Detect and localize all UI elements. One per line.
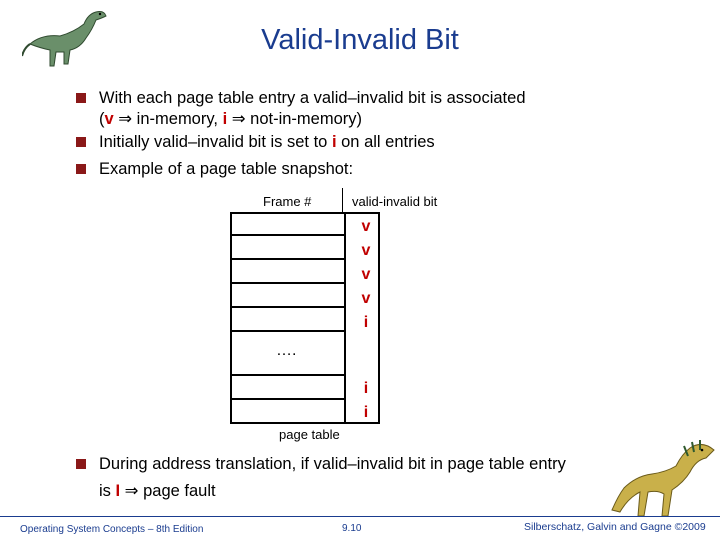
v-symbol: v — [104, 110, 114, 128]
bullet-square-icon — [76, 459, 86, 469]
bullet-initially-set — [76, 132, 435, 153]
bullet-text: Initially valid–invalid bit is set to — [99, 133, 332, 151]
bullet-text-end: on all entries — [336, 133, 435, 151]
page-fault-text: ⇒ page fault — [120, 482, 216, 500]
bullet-text: Example of a page table snapshot: — [99, 160, 354, 178]
I-symbol: I — [115, 482, 121, 500]
row-divider — [232, 374, 344, 376]
footer-slide-number: 9.10 — [342, 523, 362, 534]
row-divider — [232, 330, 344, 332]
valid-bit-cell: v — [361, 242, 371, 259]
i-symbol: i — [222, 110, 228, 128]
footer-divider — [0, 516, 720, 517]
page-table-caption: page table — [279, 427, 340, 442]
invalid-bit-cell: i — [363, 380, 369, 397]
row-divider — [232, 258, 344, 260]
is-text: is — [99, 482, 116, 500]
bullet-example-snapshot — [76, 159, 353, 180]
bullet-square-icon — [76, 164, 86, 174]
invalid-bit-cell: i — [363, 404, 369, 421]
bullet-text: With each page table entry a valid–invalid bit is associated — [99, 89, 526, 107]
invalid-bit-cell: i — [363, 314, 369, 331]
table-ellipsis: …. — [276, 342, 297, 359]
row-divider — [232, 234, 344, 236]
column-divider — [342, 188, 343, 212]
page-table — [230, 212, 380, 424]
in-memory-text: ⇒ in-memory, — [113, 110, 223, 128]
bullet-address-translation — [76, 454, 676, 502]
valid-bit-cell: v — [361, 266, 371, 283]
valid-bit-cell: v — [361, 290, 371, 307]
bullet-text: During address translation, if valid–invalid bit in page table entry — [99, 455, 566, 473]
i-symbol: i — [331, 133, 337, 151]
valid-bit-cell: v — [361, 218, 371, 235]
bullet-valid-invalid-association — [76, 88, 696, 130]
row-divider — [232, 398, 344, 400]
valid-bit-column-header: valid-invalid bit — [352, 194, 438, 209]
footer-copyright: Silberschatz, Galvin and Gagne ©2009 — [524, 521, 706, 533]
page-title: Valid-Invalid Bit — [261, 24, 459, 56]
frame-column-header: Frame # — [263, 194, 312, 209]
row-divider — [232, 282, 344, 284]
dinosaur-logo-icon — [610, 432, 716, 518]
row-divider — [232, 306, 344, 308]
paren-text: ( — [99, 110, 105, 128]
column-divider — [344, 214, 346, 422]
bullet-square-icon — [76, 137, 86, 147]
bullet-square-icon — [76, 93, 86, 103]
footer-book-title: Operating System Concepts – 8th Edition — [20, 524, 204, 535]
not-in-memory-text: ⇒ not-in-memory) — [227, 110, 363, 128]
